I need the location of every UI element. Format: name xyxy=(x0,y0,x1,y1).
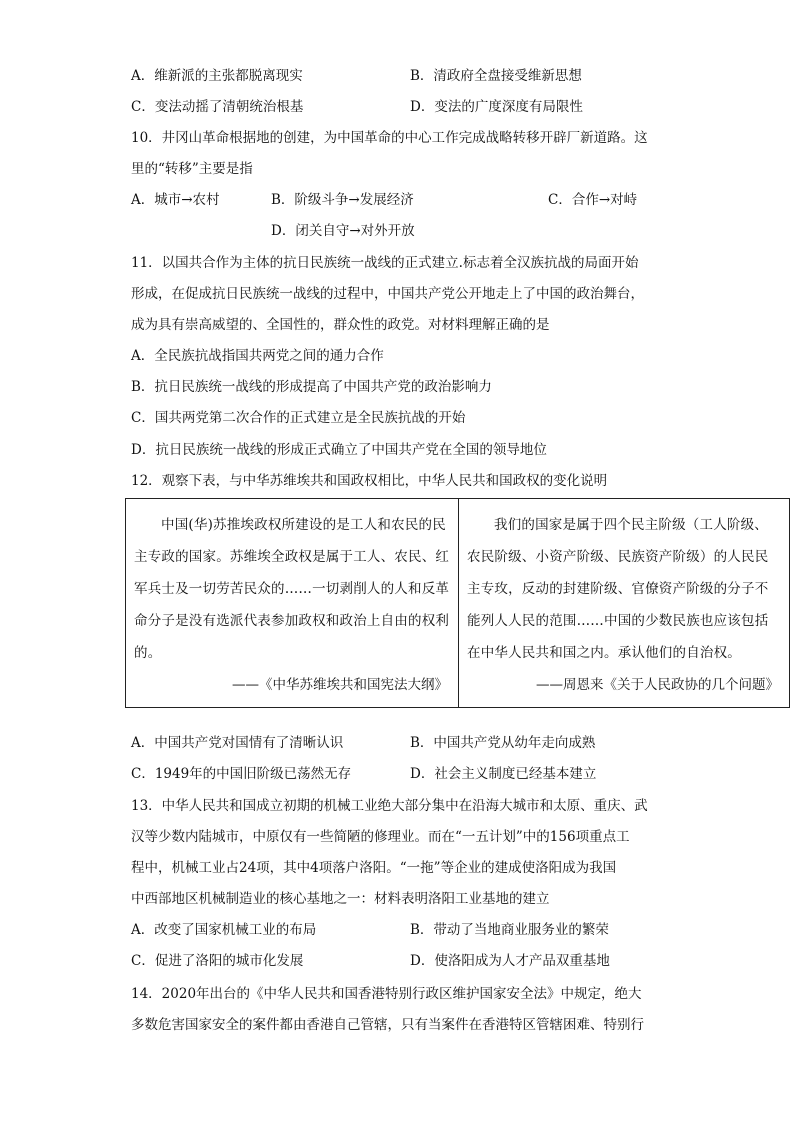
q11-option-a[interactable]: A．全民族抗战指国共两党之间的通力合作 xyxy=(131,348,384,364)
q14-stem-line-2: 多数危害国家安全的案件都由香港自己管辖，只有当案件在香港特区管辖困难、特别行 xyxy=(131,1017,644,1033)
q12-left-citation: ——《中华苏维埃共和国宪法大纲》 xyxy=(232,677,448,693)
q10-stem-line-2: 里的“转移”主要是指 xyxy=(131,161,253,177)
q12-left-text: 中国(华)苏推埃政权所建设的是工人和农民的民主专政的国家。苏维埃全政权是属于工人、农民、红军兵士及一切劳苦民众的……一切剥削人的人和反革命分子是没有选派代表参加政权和政治上自由的权利的。 xyxy=(134,517,450,661)
q12-option-a[interactable]: A．中国共产党对国情有了清晰认识 xyxy=(131,735,344,751)
q13-stem-line-4: 中西部地区机械制造业的核心基地之一：材料表明洛阳工业基地的建立 xyxy=(131,891,550,907)
q13-stem-line-1: 13．中华人民共和国成立初期的机械工业绝大部分集中在沿海大城市和太原、重庆、武 xyxy=(131,798,648,814)
q9-option-b[interactable]: B．清政府全盘接受维新思想 xyxy=(410,68,582,84)
q11-stem-line-3: 成为具有崇高威望的、全国性的，群众性的政党。对材料理解正确的是 xyxy=(131,317,550,333)
q13-option-b[interactable]: B．带动了当地商业服务业的繁荣 xyxy=(410,922,609,938)
q14-stem-line-1: 14．2020年出台的《中华人民共和国香港特别行政区维护国家安全法》中规定，绝大 xyxy=(131,986,642,1002)
q12-option-b[interactable]: B．中国共产党从幼年走向成熟 xyxy=(410,735,596,751)
q12-option-d[interactable]: D．社会主义制度已经基本建立 xyxy=(410,766,597,782)
q13-option-d[interactable]: D．使洛阳成为人才产品双重基地 xyxy=(410,953,610,969)
q10-option-c[interactable]: C．合作→对峙 xyxy=(548,192,638,208)
q13-stem-line-3: 程中，机械工业占24项，其中4项落户洛阳。“一拖”等企业的建成使洛阳成为我国 xyxy=(131,860,617,876)
q12-right-text: 我们的国家是属于四个民主阶级（工人阶级、农民阶级、小资产阶级、民族资产阶级）的人民民主专玫，反动的封建阶级、官僚资产阶级的分子不能列人人民的范围……中国的少数民族也应该包括在中华人民共和国之内。承认他们的自治权。 xyxy=(467,517,769,661)
q11-option-d[interactable]: D．抗日民族统一战线的形成正式确立了中国共产党在全国的领导地位 xyxy=(131,442,547,458)
q10-option-a[interactable]: A．城市→农村 xyxy=(131,192,220,208)
q12-option-c[interactable]: C．1949年的中国旧阶级已荡然无存 xyxy=(131,766,352,782)
q13-option-c[interactable]: C．促进了洛阳的城市化发展 xyxy=(131,953,304,969)
q10-stem-line-1: 10．井冈山革命根据地的创建，为中国革命的中心工作完成战略转移开辟厂新道路。这 xyxy=(131,130,648,146)
q11-stem-line-1: 11．以国共合作为主体的抗日民族统一战线的正式建立.标志着全汉族抗战的局面开始 xyxy=(131,255,639,271)
q9-option-a[interactable]: A．维新派的主张都脱离现实 xyxy=(131,68,303,84)
q11-stem-line-2: 形成，在促成抗日民族统一战线的过程中，中国共产党公开地走上了中国的政治舞台， xyxy=(131,286,644,302)
q12-right-citation: ——周恩来《关于人民政协的几个问题》 xyxy=(536,677,779,693)
q12-stem: 12．观察下表，与中华苏维埃共和国政权相比，中华人民共和国政权的变化说明 xyxy=(131,473,608,489)
q11-option-c[interactable]: C．国共两党第二次合作的正式建立是全民族抗战的开始 xyxy=(131,410,466,426)
q10-option-d[interactable]: D．闭关自守→对外开放 xyxy=(271,223,415,239)
q12-table-left-cell xyxy=(126,499,459,708)
q13-stem-line-2: 汉等少数内陆城市，中原仅有一些简陋的修理业。而在“一五计划”中的156项重点工 xyxy=(131,829,630,845)
q13-option-a[interactable]: A．改变了国家机械工业的布局 xyxy=(131,922,317,938)
q9-option-d[interactable]: D．变法的广度深度有局限性 xyxy=(410,99,583,115)
q10-option-b[interactable]: B．阶级斗争→发展经济 xyxy=(271,192,414,208)
q11-option-b[interactable]: B．抗日民族统一战线的形成提高了中国共产党的政治影响力 xyxy=(131,379,492,395)
q9-option-c[interactable]: C．变法动摇了清朝统治根基 xyxy=(131,99,304,115)
q12-source-table xyxy=(125,498,790,708)
q12-table-right-cell xyxy=(459,499,790,708)
